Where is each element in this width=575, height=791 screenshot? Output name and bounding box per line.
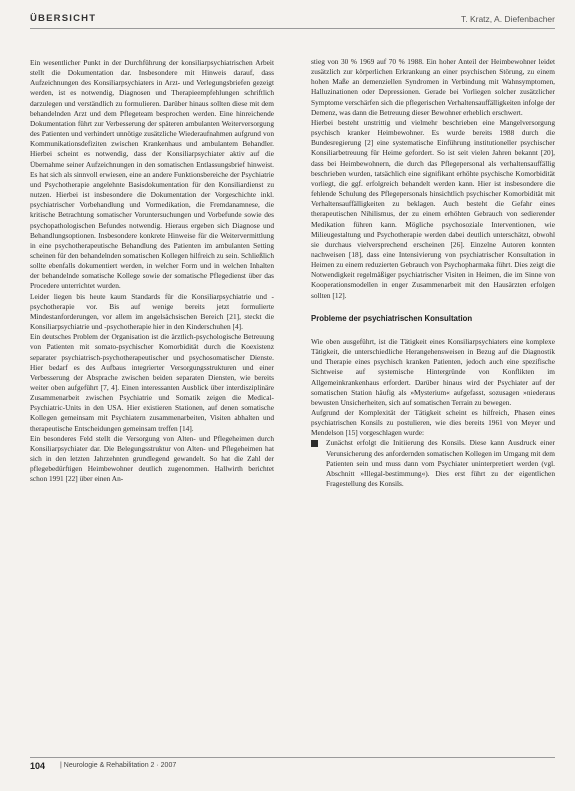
bullet-item [311,438,555,489]
paragraph: Ein deutsches Problem der Organisation ist die ärztlich-psychologische Betreuung von Patienten mit somato-psychischer Komorbidität durch die Koexistenz separater psychiatrisch-psychotherapeutischer und psychosomatischer Dienste. Hier bedarf es des Aufbaus integrierter Versorgungsstrukturen und einer Verbesserung der Absprache zwischen beiden separaten Diensten, wie bereits weiter oben aufgeführt [7, 4]. Einen interessanten Ausblick über interdisziplinäre Zusammenarbeit zwischen Psychiatrie und Somatik zeigen die Medical-Psychiatric-Units in den USA. Hier existieren Stationen, auf denen somatische Kollegen gemeinsam mit Psychiatern zusammenarbeiten, Visiten abhalten und therapeutische Entscheidungen gemeinsam treffen [14]. [30,332,274,433]
running-authors: T. Kratz, A. Diefenbacher [460,14,555,24]
page-number: 104 [30,761,46,771]
running-header [30,12,555,29]
square-bullet-icon [311,440,318,447]
paragraph: Wie oben ausgeführt, ist die Tätigkeit eines Konsiliarpsychiaters eine komplexe Tätigkeit, die unterschiedliche Herangehensweisen in Bezug auf die Diagnostik und Therapie eines psychisch kranken Patienten, jedoch auch eine spezifische Sichtweise auf systemische Hintergründe von Konflikten im Allgemeinkrankenhaus erfordert. Darüber hinaus wird der Psychiater auf der somatischen Station häufig als »Mysterium« aufgefasst, sozusagen »niederaus bewusten Unsicherheiten, sich auf somatischen Terrain zu bewegen. [311,336,555,407]
page-footer [30,757,555,774]
right-column [311,57,555,489]
section-label: ÜBERSICHT [30,13,97,24]
paragraph: Ein besonderes Feld stellt die Versorgung von Alten- und Pflegeheimen durch Konsiliarpsychiater dar. Die Belegungsstruktur von Alten- und Pflegeheimen hat sich in den letzten Jahrzehnten grundlegend gewandelt. So hat die Zahl der pflegebedürftigen Heimbewohner deutlich zugenommen. Hallwirth berichtet schon 1991 [22] über einen An- [30,433,274,484]
paragraph: Leider liegen bis heute kaum Standards für die Konsiliarpsychiatrie und -psychotherapie vor. Bis auf wenige bereits jetzt formulierte Mindestanforderungen, vor allem im angelsächsischen Bereich [21], steckt die Konsiliarpsychiatrie und -psychotherapie hier in den Kinderschuhen [4]. [30,291,274,332]
paragraph: Ein wesentlicher Punkt in der Durchführung der konsiliarpsychiatrischen Arbeit stellt die Dokumentation dar. Insbesondere mit Hinweis darauf, dass Aufzeichnungen des Konsiliarpsychiaters in Arzt- und Verlegungsbriefen gezeigt werden, ist es notwendig, Diagnosen und Therapieempfehlungen schriftlich darzulegen und verständlich zu formulieren. Darüber hinaus sollten diese mit dem behandelnden Arzt und dem Pflegeteam besprochen werden. Eine hinreichende Dokumentation führt zur Verbesserung der späteren ambulanten Weiterversorgung des Patienten und verhindert unnötige zusätzliche Wiederaufnahmen aufgrund von Kommunikationsdefiziten zwischen Krankenhaus und ambulantem Behandler. Hierbei scheint es notwendig, dass der Konsiliarpsychiater aktiv auf die Übernahme seiner Aufzeichnungen in den somatischen Entlassungsbrief hinweist. Es hat sich als sinnvoll erwiesen, eine an andere Funktionsbereiche der Psychiatrie und Psychotherapie angelehnte Basisdokumentation für den Konsiliardienst zu nutzen. Hierbei ist insbesondere die Dokumentation der Vorgeschichte inkl. psychiatrischer Vorbehandlung und Vormedikation, die Fremdanamnese, die kritische Betrachtung somatischer Voruntersuchungen und Vorbefunde sowie des psychopathologischen Befundes notwendig. Hieraus ergeben sich Diagnose und Behandlungsoptionen. Insbesondere konkrete Hinweise für die Weitervermittlung in eine psychotherapeutische Behandlung des Patienten im ambulanten Setting scheinen für den behandelnden somatischen Kollegen hilfreich zu sein. Schließlich sollte ebenfalls dokumentiert werden, in welcher Form und in welchen Inhalten der behandelnde somatische Kollege sowie der somatische Pflegedienst über das Procedere unterrichtet wurden. [30,58,274,291]
section-heading: Probleme der psychiatrischen Konsultation [311,313,473,323]
bullet-text: Zunächst erfolgt die Initiierung des Konsils. Diese kann Ausdruck einer Verunsicherung des anfordernden somatischen Kollegen im Umgang mit dem Patienten sein und muss dann vom Psychiater uninterpretiert werden (vgl. Abschnitt »Illegal-bestimmung«). Dies erst führt zu der eigentlichen Fragestellung des Konsils. [326,438,555,489]
paragraph: Hierbei besteht unstrittig und vielmehr beschrieben eine Mangelversorgung psychisch kranker Heimbewohner. Es wurde bereits 1988 durch die Bundesregierung [2] eine systematische Einführung institutioneller psychischer Konsiliarbetreuung für Heime gefordert. So ist seit vielen Jahren bekannt [20], dass bei Heimbewohnern, die durch das Pflegepersonal als verhaltensauffällig beschrieben wurden, tatsächlich eine signifikant erhöhte psychische Komorbidität vorliegt, die ggf. erfolgreich behandelt werden kann. Hier ist insbesondere die fehlende Schulung des Pflegepersonals hinsichtlich psychischer Komorbidität mit Verhaltensauffälligkeiten zu beklagen. Auch besteht die Gefahr eines therapeutischen Nihilismus, der zu einem erhöhten Gebrauch von sedierender Medikation führen kann. Mögliche psychosoziale Interventionen, wie Milieugestaltung und Psychotherapie werden dabei deutlich unterschätzt, obwohl sie durchaus vielversprechend erscheinen [26]. Einzelne Autoren konnten nachweisen [18], dass eine Intensivierung von psychiatrischer Konsultation in Heimen zu einem reduzierten Gebrauch von Psychopharmaka führt. Dies zeigt die Notwendigkeit regelmäßiger psychiatrischer Visiten in Heimen, die im Sinne von Kooperationsmodellen in enger Zusammenarbeit mit den Hausärzten erfolgen sollten [12]. [311,117,555,300]
paragraph: stieg von 30 % 1969 auf 70 % 1988. Ein hoher Anteil der Heimbewohner leidet zusätzlich zur körperlichen Erkrankung an einer psychischen Störung, zu einem hohen Maße an demenziellen Syndromen in Verbindung mit Wahnsymptomen, Halluzinationen oder Depressionen. Gerade bei Vorliegen solcher zusätzlicher Symptome verschärfen sich die pflegerischen Verhaltensauffälligkeiten infolge der Demenz, was dann die Betreuung dieser Bewohner erheblich erschwert. [311,57,555,117]
journal-citation: | Neurologie & Rehabilitation 2 · 2007 [60,762,177,769]
left-column [30,58,274,485]
paragraph: Aufgrund der Komplexität der Tätigkeit scheint es hilfreich, Phasen eines psychiatrischen Konsils zu postulieren, wie dies bereits 1961 von Meyer und Mendelson [15] vorgeschlagen wurde: [311,408,555,438]
